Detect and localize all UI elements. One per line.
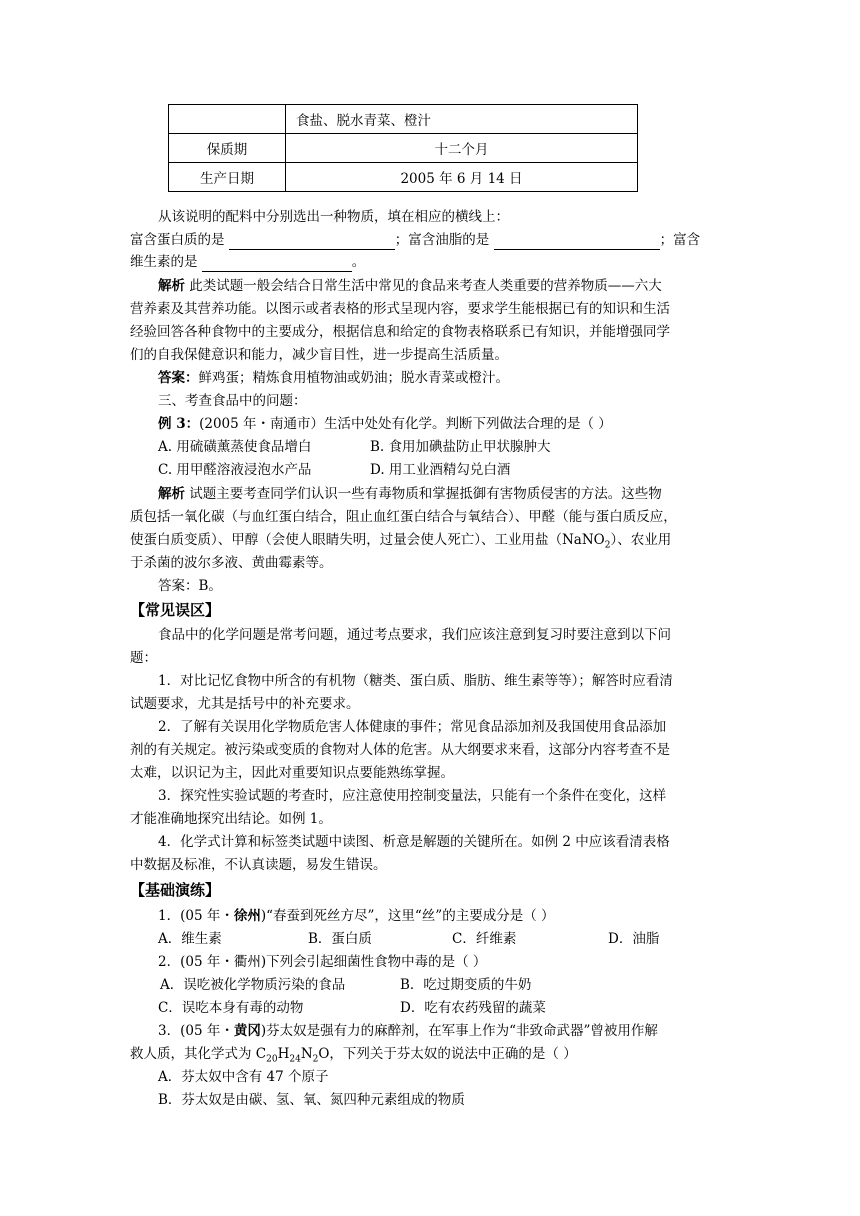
question-source: 黄冈 bbox=[233, 1023, 261, 1039]
protein-answer-blank[interactable] bbox=[229, 234, 395, 250]
ex2-period: 。 bbox=[351, 254, 366, 270]
ex2-fill-line-1 bbox=[130, 230, 700, 250]
analysis-label: 解析 bbox=[158, 486, 185, 502]
table-cell-value: 十二个月 bbox=[286, 134, 638, 163]
question-1-options bbox=[158, 929, 659, 949]
example-label: 例 3： bbox=[158, 416, 200, 432]
formula-element: H bbox=[277, 1046, 290, 1062]
mistake-point-3: 才能准确地探究出结论。如例 1。 bbox=[130, 811, 332, 827]
mistakes-intro: 题： bbox=[130, 650, 157, 666]
question-2-stem: 2．(05 年・衢州)下列会引起细菌性食物中毒的是（ ） bbox=[158, 954, 487, 970]
table-row bbox=[169, 134, 638, 163]
fat-answer-blank[interactable] bbox=[494, 234, 660, 250]
mistake-point-4: 4．化学式计算和标签类试题中读图、析意是解题的关键所在。如例 2 中应该看清表格 bbox=[158, 834, 670, 850]
ex2-instruction: 从该说明的配料中分别选出一种物质，填在相应的横线上： bbox=[158, 209, 509, 225]
table-row bbox=[169, 163, 638, 192]
analysis-text: 使蛋白质变质）、甲醇（会使人眼睛失明，过量会使人死亡）、工业用盐（NaNO bbox=[130, 532, 605, 548]
option-c[interactable]: C．误吃本身有毒的动物 bbox=[158, 1000, 304, 1016]
ex3-stem bbox=[158, 414, 612, 434]
practice-heading: 【基础演练】 bbox=[130, 881, 221, 899]
table-cell-label: 生产日期 bbox=[169, 163, 286, 192]
analysis-text: 于杀菌的波尔多液、黄曲霉素等。 bbox=[130, 555, 333, 571]
question-text: O，下列关于芬太奴的说法中正确的是（ ） bbox=[318, 1046, 577, 1062]
table-cell-label bbox=[169, 105, 286, 134]
question-text: 救人质，其化学式为 C bbox=[130, 1046, 267, 1062]
question-text: )芬太奴是强有力的麻醉剂，在军事上作为“非致命武器”曾被用作解 bbox=[260, 1023, 658, 1039]
analysis-text: 们的自我保健意识和能力，减少盲目性，进一步提高生活质量。 bbox=[130, 347, 508, 363]
option-a[interactable]: A. 用硫磺薰蒸使食品增白 bbox=[158, 439, 312, 455]
ex2-prompt-vitamin: 维生素的是 bbox=[130, 254, 198, 270]
analysis-text: ）、农业用 bbox=[610, 532, 672, 548]
product-info-table bbox=[168, 104, 638, 192]
table-cell-value: 2005 年 6 月 14 日 bbox=[286, 163, 638, 192]
mistake-point-2: 2．了解有关误用化学物质危害人体健康的事件；常见食品添加剂及我国使用食品添加 bbox=[158, 719, 667, 735]
option-d[interactable]: D．油脂 bbox=[608, 931, 660, 947]
question-2-options-row-1 bbox=[158, 975, 531, 995]
analysis-text: 经验回答各种食物中的主要成分，根据信息和给定的食物表格联系已有知识，并能增强同学 bbox=[130, 324, 670, 340]
analysis-text: 试题主要考查同学们认识一些有毒物质和掌握抵御有害物质侵害的方法。这些物 bbox=[189, 486, 662, 502]
ex3-analysis-line bbox=[158, 484, 662, 504]
mistake-point-2: 太难，以识记为主，因此对重要知识点要能熟练掌握。 bbox=[130, 765, 454, 781]
formula-element: N bbox=[300, 1046, 313, 1062]
answer-label: 答案： bbox=[158, 370, 199, 386]
ex3-options-row-1 bbox=[158, 437, 551, 457]
mistakes-intro: 食品中的化学问题是常考问题，通过考点要求，我们应该注意到复习时要注意到以下问 bbox=[158, 627, 671, 643]
question-3-stem bbox=[158, 1021, 658, 1041]
vitamin-answer-blank[interactable] bbox=[202, 256, 352, 272]
option-b[interactable]: B．蛋白质 bbox=[308, 931, 372, 947]
question-number: 1．(05 年・ bbox=[158, 908, 234, 924]
ex2-prompt-vitamin-pre: ；富含 bbox=[659, 232, 701, 248]
ex2-fill-line-2 bbox=[130, 252, 365, 272]
option-a[interactable]: A．芬太奴中含有 47 个原子 bbox=[158, 1069, 329, 1085]
table-cell-label: 保质期 bbox=[169, 134, 286, 163]
analysis-text: 此类试题一般会结合日常生活中常见的食品来考查人类重要的营养物质——六大 bbox=[189, 278, 662, 294]
mistake-point-1: 试题要求，尤其是括号中的补充要求。 bbox=[130, 696, 360, 712]
option-b[interactable]: B．吃过期变质的牛奶 bbox=[400, 977, 532, 993]
ex2-answer bbox=[158, 368, 509, 388]
question-source: 徐州 bbox=[233, 908, 261, 924]
formula-subscript: 20 bbox=[266, 1054, 278, 1065]
formula-subscript: 2 bbox=[604, 540, 611, 551]
question-number: 3．(05 年・ bbox=[158, 1023, 234, 1039]
option-d[interactable]: D. 用工业酒精勾兑白酒 bbox=[370, 462, 511, 478]
mistake-point-3: 3．探究性实验试题的考查时，应注意使用控制变量法，只能有一个条件在变化，这样 bbox=[158, 788, 667, 804]
answer-text: 鲜鸡蛋；精炼食用植物油或奶油；脱水青菜或橙汁。 bbox=[198, 370, 509, 386]
option-a[interactable]: A．误吃被化学物质污染的食品 bbox=[160, 977, 346, 993]
table-row bbox=[169, 105, 638, 134]
mistake-point-1: 1．对比记忆食物中所含的有机物（糖类、蛋白质、脂肪、维生素等等）；解答时应看清 bbox=[158, 673, 673, 689]
analysis-text: 质包括一氧化碳（与血红蛋白结合，阻止血红蛋白结合与氧结合）、甲醛（能与蛋白质反应， bbox=[130, 509, 677, 525]
question-1-stem bbox=[158, 906, 555, 926]
ex3-answer: 答案：B。 bbox=[158, 578, 222, 594]
analysis-text-formula bbox=[130, 530, 671, 550]
analysis-label: 解析 bbox=[158, 278, 185, 294]
analysis-text: 营养素及其营养功能。以图示或者表格的形式呈现内容，要求学生能根据已有的知识和生活 bbox=[130, 301, 670, 317]
ex2-prompt-fat: ；富含油脂的是 bbox=[394, 232, 490, 248]
option-c[interactable]: C．纤维素 bbox=[452, 931, 517, 947]
ex3-options-row-2 bbox=[158, 460, 510, 480]
formula-subscript: 2 bbox=[312, 1054, 319, 1065]
option-b[interactable]: B. 食用加碘盐防止甲状腺肿大 bbox=[370, 439, 551, 455]
table-cell-value: 食盐、脱水青菜、橙汁 bbox=[286, 105, 638, 134]
formula-subscript: 24 bbox=[289, 1054, 301, 1065]
option-a[interactable]: A．维生素 bbox=[158, 931, 222, 947]
mistake-point-4: 中数据及标准，不认真读题，易发生错误。 bbox=[130, 857, 387, 873]
option-c[interactable]: C. 用甲醛溶液浸泡水产品 bbox=[158, 462, 312, 478]
ex2-analysis-line bbox=[158, 276, 662, 296]
question-text: )“春蚕到死丝方尽”，这里“丝”的主要成分是（ ） bbox=[260, 908, 555, 924]
question-3-formula-line bbox=[130, 1044, 577, 1064]
question-2-options-row-2 bbox=[158, 998, 546, 1018]
section-heading: 三、考查食品中的问题： bbox=[158, 393, 307, 409]
example-stem-text: (2005 年・南通市）生活中处处有化学。判断下列做法合理的是（ ） bbox=[199, 416, 612, 432]
option-d[interactable]: D．吃有农药残留的蔬菜 bbox=[400, 1000, 546, 1016]
ex2-prompt-protein: 富含蛋白质的是 bbox=[130, 232, 225, 248]
mistake-point-2: 剂的有关规定。被污染或变质的食物对人体的危害。从大纲要求来看，这部分内容考查不是 bbox=[130, 742, 670, 758]
mistakes-heading: 【常见误区】 bbox=[130, 601, 221, 619]
option-b[interactable]: B．芬太奴是由碳、氢、氧、氮四种元素组成的物质 bbox=[158, 1092, 465, 1108]
